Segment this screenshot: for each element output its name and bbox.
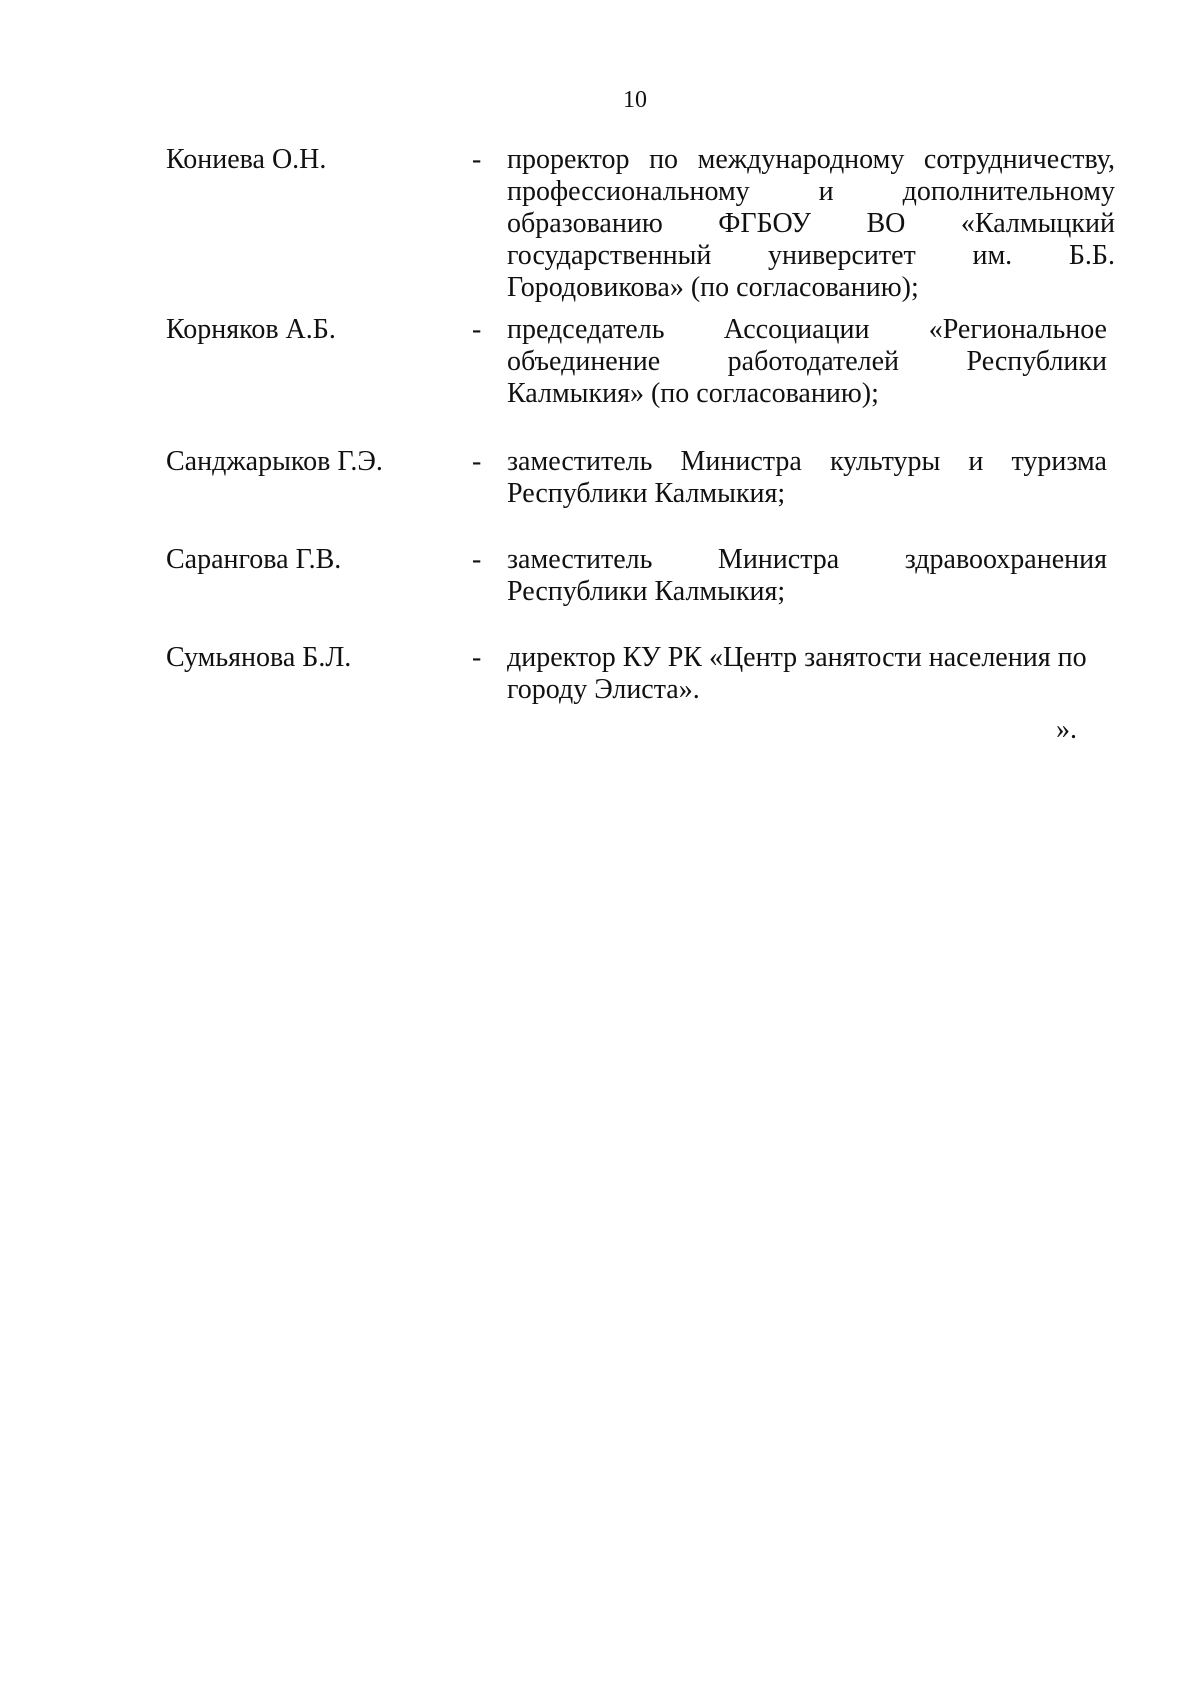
word: дополнительному bbox=[902, 176, 1115, 207]
position-line bbox=[507, 346, 1107, 378]
word: Б.Б. bbox=[1068, 240, 1115, 271]
entry-dash: - bbox=[472, 144, 482, 175]
word: Ассоциации bbox=[723, 314, 870, 345]
member-name: Санджарыков Г.Э. bbox=[166, 446, 383, 477]
word: Министра bbox=[717, 544, 840, 575]
word: объединение bbox=[507, 346, 661, 377]
member-position bbox=[507, 314, 1107, 410]
position-line bbox=[507, 544, 1107, 576]
word: им. bbox=[972, 240, 1013, 271]
word: председатель bbox=[507, 314, 665, 345]
member-position bbox=[507, 144, 1115, 304]
word: «Региональное bbox=[928, 314, 1107, 345]
position-line: Республики Калмыкия; bbox=[507, 478, 786, 509]
member-position bbox=[507, 446, 1107, 510]
position-line: Калмыкия» (по согласованию); bbox=[507, 378, 879, 409]
closing-quote: ». bbox=[1056, 714, 1077, 745]
word: здравоохранения bbox=[904, 544, 1107, 575]
position-line bbox=[507, 446, 1107, 478]
position-line: директор КУ РК «Центр занятости населения по bbox=[507, 642, 1087, 673]
page-number: 10 bbox=[623, 87, 647, 113]
entry-dash: - bbox=[472, 314, 482, 345]
word: Республики bbox=[966, 346, 1107, 377]
position-line bbox=[507, 144, 1115, 176]
word: культуры bbox=[829, 446, 941, 477]
position-line bbox=[507, 208, 1115, 240]
word: сотрудничеству, bbox=[923, 144, 1115, 175]
word: проректор bbox=[507, 144, 630, 175]
member-name: Сарангова Г.В. bbox=[166, 544, 342, 575]
member-position bbox=[507, 544, 1107, 608]
member-name: Кониева О.Н. bbox=[166, 144, 327, 175]
word: по bbox=[649, 144, 679, 175]
position-line bbox=[507, 240, 1115, 272]
word: ВО bbox=[866, 208, 906, 239]
position-line bbox=[507, 176, 1115, 208]
word: заместитель bbox=[507, 446, 653, 477]
position-line bbox=[507, 314, 1107, 346]
entry-dash: - bbox=[472, 446, 482, 477]
entry-dash: - bbox=[472, 544, 482, 575]
word: заместитель bbox=[507, 544, 653, 575]
word: международному bbox=[697, 144, 905, 175]
word: «Калмыцкий bbox=[960, 208, 1115, 239]
member-name: Сумьянова Б.Л. bbox=[166, 642, 352, 673]
word: Министра bbox=[680, 446, 802, 477]
position-line: Городовикова» (по согласованию); bbox=[507, 272, 919, 303]
word: образованию bbox=[507, 208, 663, 239]
word: университет bbox=[768, 240, 916, 271]
word: государственный bbox=[507, 240, 712, 271]
member-position bbox=[507, 642, 1107, 706]
word: работодателей bbox=[727, 346, 900, 377]
word: ФГБОУ bbox=[718, 208, 811, 239]
member-name: Корняков А.Б. bbox=[166, 314, 336, 345]
position-line: Республики Калмыкия; bbox=[507, 576, 786, 607]
word: и bbox=[818, 176, 834, 207]
entry-dash: - bbox=[472, 642, 482, 673]
position-line: городу Элиста». bbox=[507, 674, 700, 705]
word: туризма bbox=[1011, 446, 1107, 477]
word: и bbox=[968, 446, 984, 477]
word: профессиональному bbox=[507, 176, 750, 207]
